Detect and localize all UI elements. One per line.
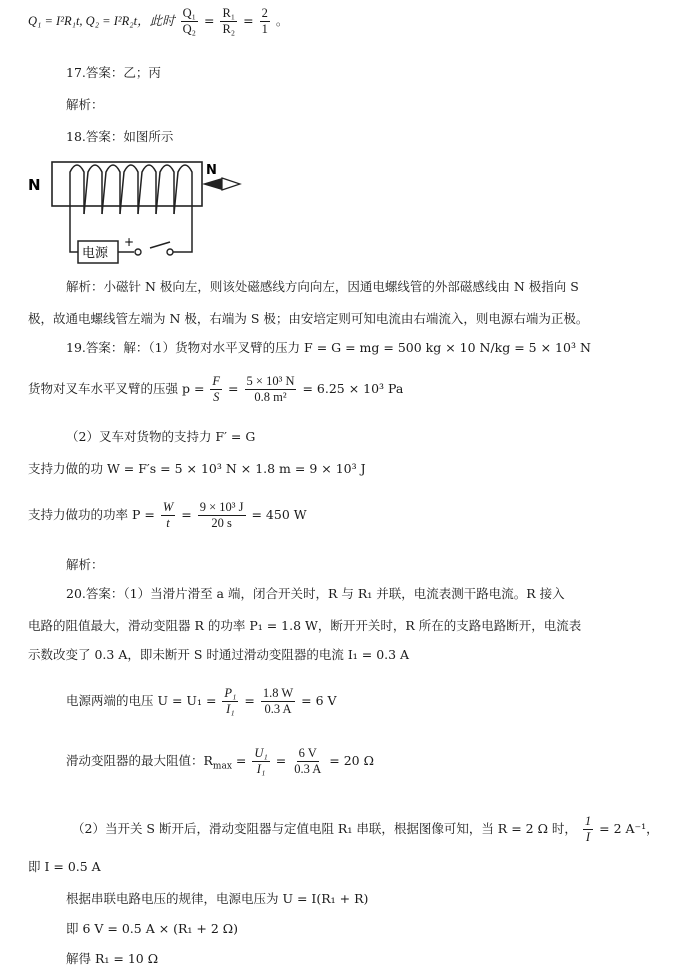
ratio-value [260,6,270,37]
q18-answer: 18.答案：如图所示 [66,129,174,144]
fraction-den: t [166,516,170,530]
q20-line6-prefix: （2）当开关 S 断开后，滑动变阻器与定值电阻 R₁ 串联，根据图像可知，当 R = 2 Ω 时， [72,821,577,836]
ratio-value-den: 1 [261,22,268,36]
ratio-r-num: R₁ [222,6,236,20]
voltage-value-fraction [261,686,295,717]
resistance-value-fraction [292,746,323,777]
fraction-den: 0.3 A [294,762,322,776]
equals-sign: = [181,507,192,522]
equals-sign: = [244,693,255,708]
q20-line4-prefix: 电源两端的电压 U = U₁ = [66,693,217,708]
power-result: = 450 W [251,507,307,522]
switch-terminal [135,249,141,255]
q19-analysis: 解析： [66,557,104,572]
q20-line7: 即 I = 0.5 A [28,859,101,874]
q20-line5 [66,746,374,777]
top-formula-line [28,6,288,37]
resistance-result: = 20 Ω [329,753,374,768]
q18-analysis-line1: 解析：小磁针 N 极向左，则该处磁感线方向向左，因通电螺线管的外部磁感线由 N 极指向 S [66,279,579,294]
reciprocal-current-result: = 2 A⁻¹， [599,821,659,836]
fraction-num: U₁ [254,746,268,760]
fraction-num: 9 × 10³ J [199,500,244,514]
q18-analysis-line2: 极，故通电螺线管左端为 N 极，右端为 S 极；由安培定则可知电流由右端流入，则电源右端为正极。 [28,311,589,326]
needle-n-label: N [206,163,217,178]
fraction-num: F [212,374,221,388]
q20-line6 [72,814,659,845]
pressure-formula-fraction [210,374,222,405]
fraction-den: 20 s [211,516,232,530]
q19-line1: 19.答案：解：（1）货物对水平叉臂的压力 F = G = mg = 500 kg × 10 N/kg = 5 × 10³ N [66,340,591,355]
q20-line2: 电路的阻值最大，滑动变阻器 R 的功率 P₁ = 1.8 W，断开开关时，R 所在的支路电路断开，电流表 [28,618,582,633]
q20-line4 [66,686,337,717]
q20-line10: 解得 R₁ = 10 Ω [66,951,159,966]
ratio-q-den: Q₂ [182,22,196,36]
heat-formula: Q₁ = I²R₁t, Q₂ = I²R₂t，此时 [28,14,175,28]
switch-terminal [167,249,173,255]
ratio-value-num: 2 [261,6,268,20]
equals-sign: = [203,13,215,28]
pressure-result: = 6.25 × 10³ Pa [302,381,404,396]
left-pole-label: N [28,176,41,194]
q19-line4: 支持力做的功 W = F′s = 5 × 10³ N × 1.8 m = 9 × 10³ J [28,461,366,476]
ratio-q-num: Q₁ [182,6,196,20]
ratio-q [181,6,198,37]
power-value-fraction [198,500,246,531]
q19-line5 [28,500,307,531]
compass-needle-icon [202,163,240,190]
period: 。 [275,13,289,28]
reciprocal-current-fraction [583,814,593,845]
equals-sign: = [243,13,254,28]
fraction-den: 0.3 A [264,702,292,716]
fraction-den: I₁ [256,762,266,776]
q20-line3: 示数改变了 0.3 A，即未断开 S 时通过滑动变阻器的电流 I₁ = 0.3 A [28,647,410,662]
fraction-den: 0.8 m² [254,390,287,404]
q19-line5-prefix: 支持力做功的功率 P = [28,507,155,522]
q17-answer: 17.答案：乙；丙 [66,65,161,80]
ratio-r [220,6,237,37]
solenoid-diagram [22,150,252,268]
q20-line8: 根据串联电路电压的规律，电源电压为 U = I(R₁ + R) [66,891,369,906]
fraction-num: 1.8 W [262,686,294,700]
equals-sign: = [228,381,239,396]
power-source-label: 电源 [82,246,109,261]
fraction-num: W [162,500,174,514]
fraction-num: P₁ [224,686,237,700]
fraction-num: 5 × 10³ N [246,374,295,388]
q19-line2 [28,374,403,405]
q17-analysis: 解析： [66,97,104,112]
fraction-den: I₁ [226,702,235,716]
resistance-formula-fraction [252,746,269,777]
q20-line1: 20.答案：（1）当滑片滑至 a 端，闭合开关时，R 与 R₁ 并联，电流表测干路电流。R 接入 [66,586,565,601]
voltage-result: = 6 V [301,693,337,708]
fraction-den: S [213,390,220,404]
q20-line9: 即 6 V = 0.5 A × (R₁ + 2 Ω) [66,921,239,936]
rmax-subscript: max [212,761,232,772]
pressure-value-fraction [245,374,297,405]
power-formula-fraction [161,500,175,531]
fraction-num: 1 [584,814,592,828]
q19-line3: （2）叉车对货物的支持力 F′ = G [66,429,256,444]
equals-sign: = [235,753,247,768]
q19-line2-prefix: 货物对叉车水平叉臂的压强 p = [28,381,205,396]
ratio-r-den: R₂ [222,22,236,36]
plus-sign: + [124,235,135,249]
fraction-num: 6 V [298,746,317,760]
q20-line5-prefix: 滑动变阻器的最大阻值：R [66,753,213,768]
voltage-formula-fraction [222,686,238,717]
fraction-den: I [585,830,591,844]
equals-sign: = [275,753,287,768]
